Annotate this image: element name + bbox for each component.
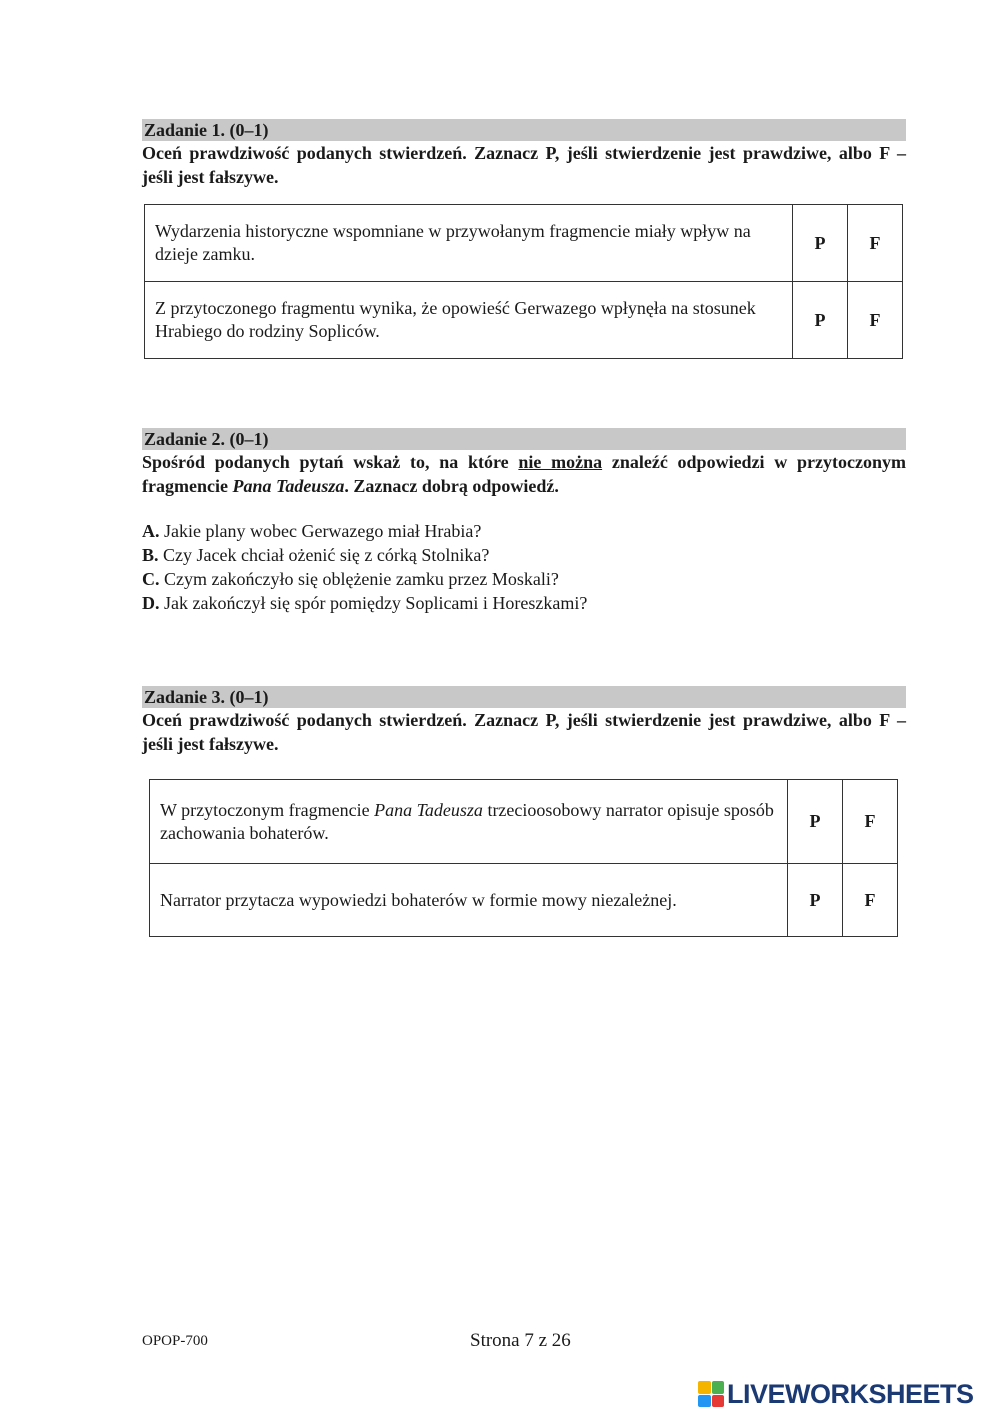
statement: Narrator przytacza wypowiedzi bohaterów w formie mowy niezależnej. [150, 864, 788, 937]
task-1 [142, 119, 906, 189]
instruction-text: . Zaznacz dobrą odpowiedź. [344, 476, 559, 496]
answer-letter: B. [142, 545, 159, 565]
task-3 [142, 686, 906, 756]
task-1-instruction: Oceń prawdziwość podanych stwierdzeń. Zaznacz P, jeśli stwierdzenie jest prawdziwe, albo F – jeśli jest fałszywe. [142, 143, 906, 187]
answer-letter: A. [142, 521, 160, 541]
option-p[interactable]: P [793, 205, 848, 282]
task-3-table [149, 779, 898, 937]
option-f[interactable]: F [848, 282, 903, 359]
answer-text: Jak zakończył się spór pomiędzy Soplicami i Horeszkami? [164, 593, 588, 613]
statement-text: trzecioosobowy narrator opisuje sposób zachowania bohaterów. [160, 799, 774, 843]
statement: Wydarzenia historyczne wspomniane w przywołanym fragmencie miały wpływ na dzieje zamku. [145, 205, 793, 282]
answer-option[interactable] [142, 519, 587, 543]
statement [150, 780, 788, 864]
task-2-header: Zadanie 2. (0–1) [142, 428, 906, 450]
liveworksheets-brand [698, 1378, 998, 1410]
answer-option[interactable] [142, 543, 587, 567]
task-2-instruction [142, 450, 906, 498]
task-3-instruction: Oceń prawdziwość podanych stwierdzeń. Zaznacz P, jeśli stwierdzenie jest prawdziwe, albo F – jeśli jest fałszywe. [142, 710, 906, 754]
answer-text: Jakie plany wobec Gerwazego miał Hrabia? [164, 521, 482, 541]
answer-text: Czy Jacek chciał ożenić się z córką Stolnika? [163, 545, 490, 565]
task-1-table [144, 204, 903, 359]
instruction-text: znaleźć odpowiedzi w przytoczonym fragmencie [142, 452, 906, 496]
option-f[interactable]: F [848, 205, 903, 282]
answer-text: Czym zakończyło się oblężenie zamku przez Moskali? [164, 569, 559, 589]
liveworksheets-logo-icon [698, 1381, 724, 1407]
work-title: Pana Tadeusza [232, 476, 345, 496]
statement-text: W przytoczonym fragmencie [160, 799, 370, 820]
table-row [150, 864, 898, 937]
task-3-header: Zadanie 3. (0–1) [142, 686, 906, 708]
table-row [145, 282, 903, 359]
statement: Z przytoczonego fragmentu wynika, że opowieść Gerwazego wpłynęła na stosunek Hrabiego do rodziny Sopliców. [145, 282, 793, 359]
work-title: Pana Tadeusza [374, 799, 483, 820]
option-f[interactable]: F [843, 780, 898, 864]
option-f[interactable]: F [843, 864, 898, 937]
answer-option[interactable] [142, 591, 587, 615]
answer-letter: D. [142, 593, 160, 613]
table-row [145, 205, 903, 282]
instruction-text: Spośród podanych pytań wskaż to, na które [142, 452, 509, 472]
table-row [150, 780, 898, 864]
answer-list [142, 519, 587, 615]
emphasis-text: nie można [518, 452, 603, 472]
answer-option[interactable] [142, 567, 587, 591]
option-p[interactable]: P [788, 864, 843, 937]
task-1-header: Zadanie 1. (0–1) [142, 119, 906, 141]
brand-name: LIVEWORKSHEETS [727, 1378, 974, 1409]
option-p[interactable]: P [788, 780, 843, 864]
task-2 [142, 428, 906, 498]
page-number: Strona 7 z 26 [470, 1330, 571, 1351]
document-code: OPOP-700 [142, 1333, 208, 1349]
answer-letter: C. [142, 569, 160, 589]
option-p[interactable]: P [793, 282, 848, 359]
